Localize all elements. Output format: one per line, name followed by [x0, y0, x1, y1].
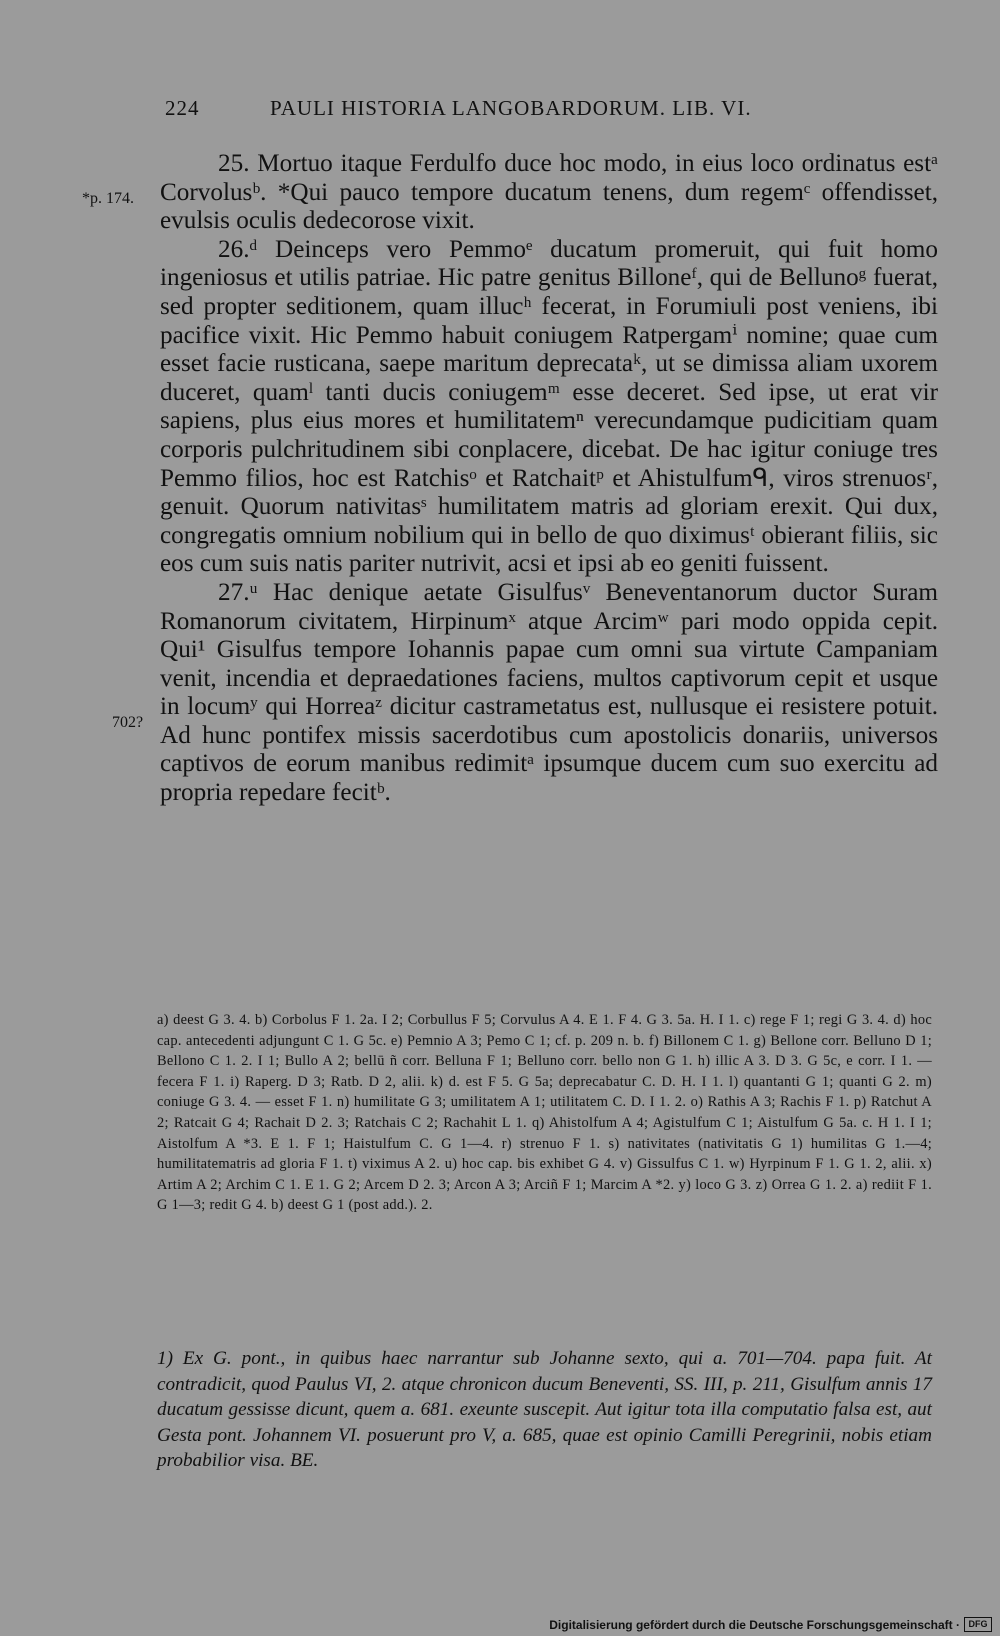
margin-year-reference: 702? — [112, 714, 144, 731]
page-number: 224 — [165, 96, 200, 120]
main-text — [160, 150, 938, 808]
margin-page-reference: *p. 174. — [82, 190, 134, 207]
dfg-logo-icon: DFG — [964, 1617, 992, 1632]
paragraph-27: 27.ᵘ Hac denique aetate Gisulfusᵛ Beneventanorum ductor Suram Romanorum civitatem, Hirpinumˣ atque Arcimʷ pari modo oppida cepit. Qui¹ Gisulfus tempore Iohannis papae cum omni sua virtute Campaniam venit, incendia et depraedationes faciens, multos captivorum cepit et usque in locumʸ qui Horreaᶻ dicitur castrametatus est, nullusque ei resistere potuit. Ad hunc pontifex missis sacerdotibus cum apostolicis donariis, universos captivos de eorum manibus redimitᵃ ipsumque ducem cum suo exercitu ad propria repedare fecitᵇ. — [160, 578, 938, 807]
paragraph-25: 25. Mortuo itaque Ferdulfo duce hoc modo, in eius loco ordinatus estᵃ Corvolusᵇ. *Qui pauco tempore ducatum tenens, dum regemᶜ offendisset, evulsis oculis dedecorose vixit. — [160, 150, 938, 235]
credit-text: Digitalisierung gefördert durch die Deutsche Forschungsgemeinschaft · — [549, 1617, 960, 1632]
apparatus-notes: a) deest G 3. 4. b) Corbolus F 1. 2a. I 2; Corbullus F 5; Corvulus A 4. E 1. F 4. G 3. 5a. H. I 1. c) rege F 1; regi G 3. 4. d) hoc cap. antecedenti adjungunt C 1. G 5c. e) Pemnio A 3; Pemo C 1; cf. p. 209 n. b. f) Billonem C 1. g) Bellone corr. Belluno D 1; Bellono C 1. 2. I 1; Bullo A 2; bellū ñ corr. Belluna F 1; Belluno corr. bello non G 1. h) illic A 3. D 3. G 5c, e corr. I 1. — fecera F 1. i) Raperg. D 3; Ratb. D 2, alii. k) d. est F 5. G 5a; deprecabatur C. D. H. I 1. l) quantanti G 1; quanti G 2. m) coniuge G 3. 4. — esset F 1. n) humilitate G 3; umilitatem A 1; utilitatem C. D. I 1. 2. o) Rathis A 3; Rachis F 1. p) Ratchut A 2; Ratcait G 4; Rachait D 2. 3; Ratchais C 2; Rachahit L 1. q) Ahistolfum A 4; Agistulfum C 1; Aistulfum G 5a. c. H 1. I 1; Aistolfum A *3. E 1. F 1; Haistulfum C. G 1—4. r) strenuo F 1. s) nativitates (nativitatis G 1) humilitas G 1.—4; humilitatematris ad gloria F 1. t) viximus A 2. u) hoc cap. bis exhibet G 4. v) Gissulfus C 1. w) Hyrpinum F 1. G 1. 2, alii. x) Artim A 2; Archim C 1. E 1. G 2; Arcem D 2. 3; Arcon A 3; Arciñ F 1; Marcim A *2. y) loco G 3. z) Orrea G 1. 2. a) rediit F 1. G 1—3; redit G 4. b) deest G 1 (post add.). 2. — [157, 1012, 932, 1214]
digitization-credit — [549, 1617, 992, 1632]
footnote-commentary — [157, 1346, 932, 1474]
commentary-text: 1) Ex G. pont., in quibus haec narrantur sub Johanne sexto, qui a. 701—704. papa fuit. At contradicit, quod Paulus VI, 2. atque chronicon ducum Beneventi, SS. III, p. 211, Gisulfum annis 17 ducatum gessisse dicunt, quem a. 681. exeunte suscepit. Aut igitur tota illa computatio falsa est, aut Gesta pont. Johannem VI. posuerunt pro V, a. 685, quae est opinio Camilli Peregrinii, nobis etiam probabilior visa. BE. — [157, 1348, 932, 1472]
running-title: PAULI HISTORIA LANGOBARDORUM. LIB. VI. — [270, 96, 752, 120]
critical-apparatus — [157, 1010, 932, 1216]
paragraph-26: 26.ᵈ Deinceps vero Pemmoᵉ ducatum promeruit, qui fuit homo ingeniosus et utilis patriae. Hic patre genitus Billoneᶠ, qui de Bellunoᵍ fuerat, sed propter seditionem, quam illucʰ fecerat, in Forumiuli post veniens, ibi pacifice vixit. Hic Pemmo habuit coniugem Ratpergamⁱ nomine; quae cum esset facie rusticana, saepe maritum deprecataᵏ, ut se dimissa aliam uxorem duceret, quamˡ tanti ducis coniugemᵐ esse deceret. Sed ipse, ut erat vir sapiens, plus eius mores et humilitatemⁿ verecundamque pudicitiam quam corporis pulchritudinem sibi conplacere, dicebat. De hac igitur coniuge tres Pemmo filios, hoc est Ratchisᵒ et Ratchaitᵖ et Ahistulfumᑫ, viros strenuosʳ, genuit. Quorum nativitasˢ humilitatem matris ad gloriam erexit. Qui dux, congregatis omnium nobilium qui in bello de quo diximusᵗ obierant filiis, sic eos cum suis natis pariter nutrivit, acsi et ipsi ab eo geniti fuissent. — [160, 235, 938, 578]
